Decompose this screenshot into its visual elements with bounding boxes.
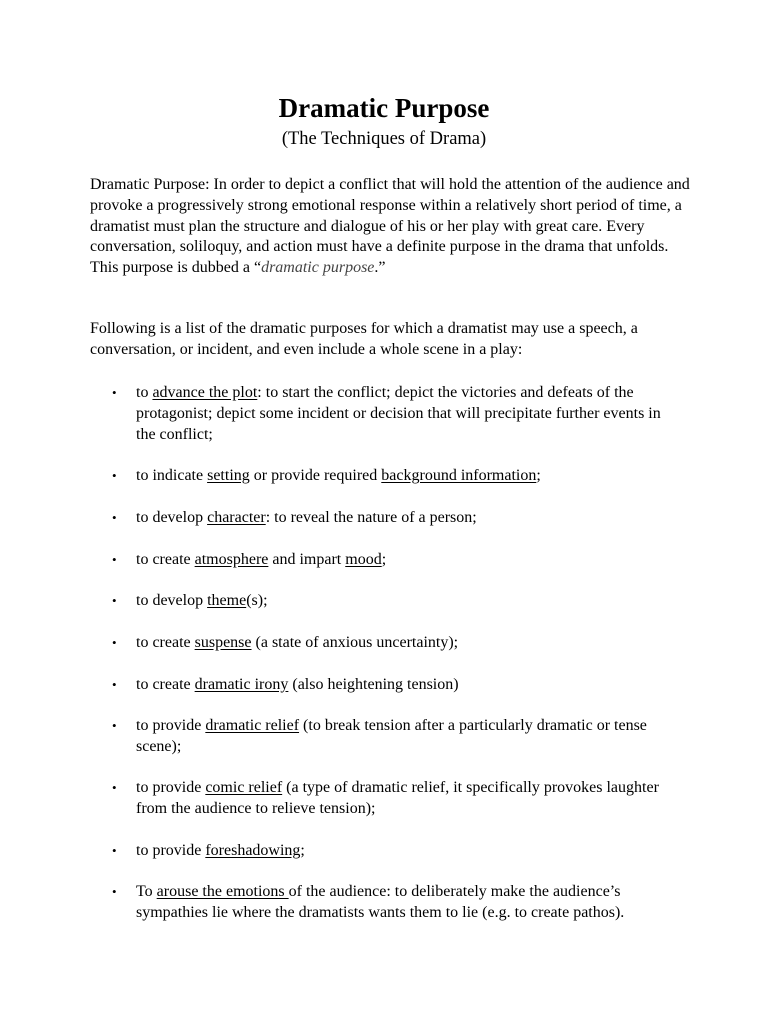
intro-closing: .” xyxy=(374,259,386,277)
bullet-icon: • xyxy=(112,552,117,567)
bullet-icon: • xyxy=(112,510,117,525)
document-title: Dramatic Purpose xyxy=(278,93,490,123)
item-term: atmosphere xyxy=(194,551,269,568)
bullet-icon: • xyxy=(112,843,117,858)
item-prefix: to develop xyxy=(136,509,208,526)
list-item xyxy=(112,633,682,654)
item-prefix: to develop xyxy=(136,592,208,609)
item-suffix: : to start the conflict; depict the victories and defeats of the protagonist; depict some incident or decision that will precipitate further events in the conflict; xyxy=(136,384,661,443)
item-suffix: ; xyxy=(536,467,541,484)
item-prefix: to provide xyxy=(136,842,206,859)
item-suffix: (also heightening tension) xyxy=(288,676,459,693)
item-suffix: (a type of dramatic relief, it specifically provokes laughter from the audience to relieve tension); xyxy=(136,779,659,817)
list-item xyxy=(112,841,682,862)
list-item xyxy=(112,675,682,696)
bullet-icon: • xyxy=(112,593,117,608)
item-term-secondary: mood xyxy=(345,551,382,568)
item-term: suspense xyxy=(194,634,252,651)
bullet-icon: • xyxy=(112,385,117,400)
list-item xyxy=(112,383,682,445)
item-term: theme xyxy=(207,592,247,609)
item-term: dramatic irony xyxy=(194,676,289,693)
item-prefix: to provide xyxy=(136,717,206,734)
intro-term: dramatic purpose xyxy=(261,259,375,277)
item-prefix: to provide xyxy=(136,779,206,796)
item-term: foreshadowing xyxy=(205,842,301,859)
item-prefix: To xyxy=(136,883,157,900)
list-item xyxy=(112,716,682,758)
list-item xyxy=(112,778,682,820)
item-prefix: to xyxy=(136,384,153,401)
item-prefix: to create xyxy=(136,634,195,651)
list-item xyxy=(112,882,682,924)
list-item xyxy=(112,550,682,571)
list-item xyxy=(112,466,682,487)
item-term: dramatic relief xyxy=(205,717,300,734)
item-suffix: (s); xyxy=(246,592,268,609)
list-item xyxy=(112,508,682,529)
item-middle: and impart xyxy=(268,551,346,568)
item-term: setting xyxy=(207,467,250,484)
bullet-icon: • xyxy=(112,718,117,733)
intro-paragraph xyxy=(90,175,690,279)
item-suffix: : to reveal the nature of a person; xyxy=(265,509,477,526)
list-intro-paragraph: Following is a list of the dramatic purposes for which a dramatist may use a speech, a conversation, or incident, and even include a whole scene in a play: xyxy=(90,320,638,358)
item-middle: or provide required xyxy=(249,467,382,484)
document-subtitle: (The Techniques of Drama) xyxy=(281,129,487,149)
item-prefix: to create xyxy=(136,551,195,568)
item-suffix: ; xyxy=(381,551,387,568)
item-term-secondary: background information xyxy=(381,467,537,484)
item-prefix: to create xyxy=(136,676,195,693)
list-item xyxy=(112,591,682,612)
bullet-icon: • xyxy=(112,468,117,483)
item-suffix: (to break tension after a particularly dramatic or tense scene); xyxy=(136,717,647,755)
bullet-icon: • xyxy=(112,635,117,650)
intro-text: Dramatic Purpose: In order to depict a conflict that will hold the attention of the audience and provoke a progressively strong emotional response within a relatively short period of time, a dramatist must plan the structure and dialogue of his or her play with great care. Every conversation, soliloquy, and action must have a definite purpose in the drama that unfolds. This purpose is dubbed a “ xyxy=(90,176,690,277)
item-suffix: (a state of anxious uncertainty); xyxy=(251,634,459,651)
item-suffix: of the audience: to deliberately make the audience’s sympathies lie where the dramatists wants them to lie (e.g. to create pathos). xyxy=(136,883,625,921)
item-term: character xyxy=(207,509,266,526)
item-prefix: to indicate xyxy=(136,467,208,484)
item-term: comic relief xyxy=(205,779,283,796)
bullet-icon: • xyxy=(112,884,117,899)
bullet-icon: • xyxy=(112,780,117,795)
bullet-icon: • xyxy=(112,677,117,692)
item-suffix: ; xyxy=(300,842,305,859)
item-term: arouse the emotions xyxy=(156,883,289,900)
item-term: advance the plot xyxy=(152,384,258,401)
